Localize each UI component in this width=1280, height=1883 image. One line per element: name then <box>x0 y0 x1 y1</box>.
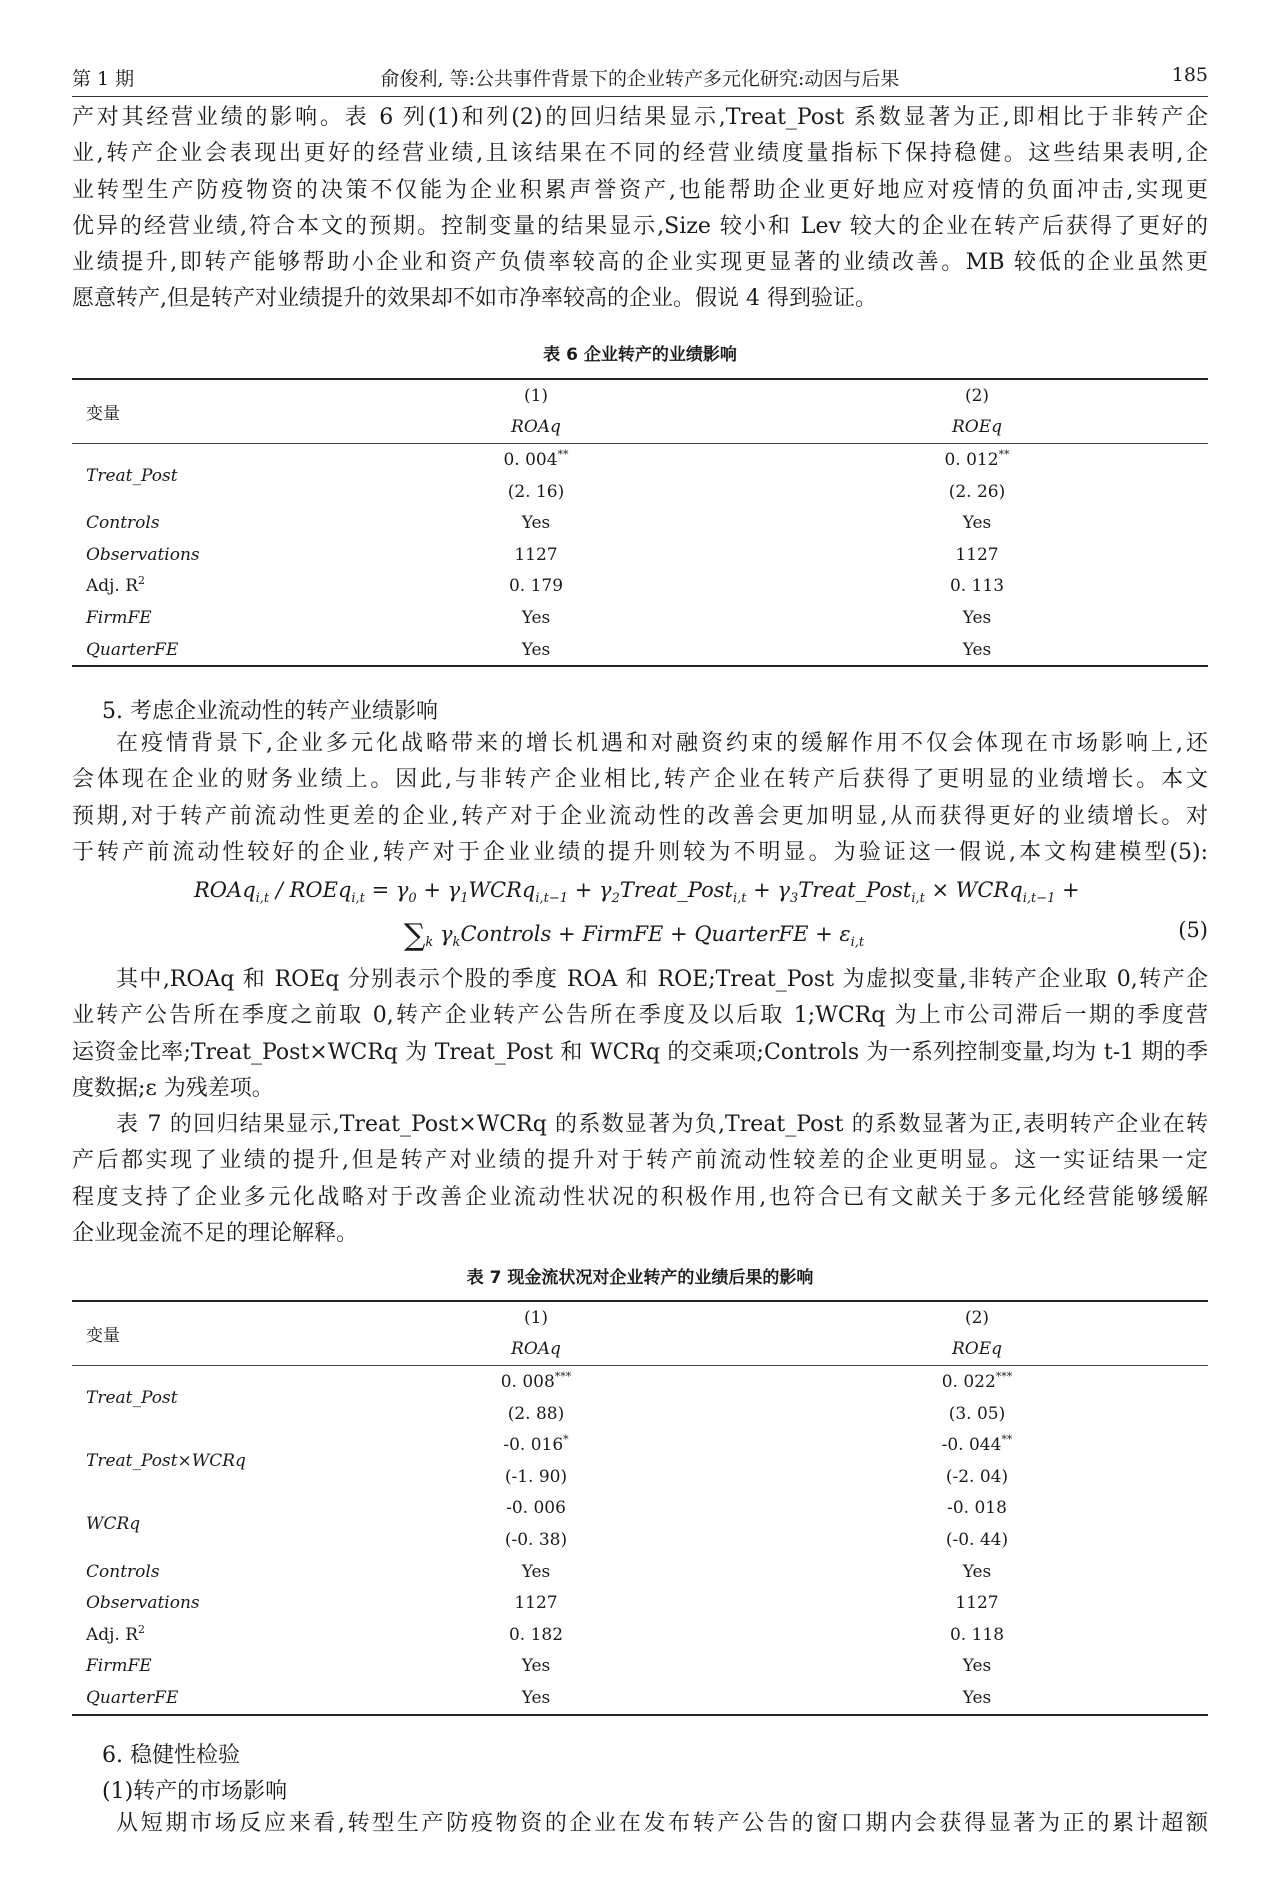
cell: 1127 <box>514 1593 558 1614</box>
text-line: 预期,对于转产前流动性更差的企业,转产对于企业流动性的改善会更加明显,从而获得更好的业绩增长。对 <box>72 803 1208 829</box>
text-line: 于转产前流动性较好的企业,转产对于企业业绩的提升则较为不明显。为验证这一假说,本文构建模型(5): <box>72 839 1208 865</box>
row-label: Treat_Post <box>72 1366 386 1430</box>
text-line: 企业现金流不足的理论解释。 <box>72 1220 359 1246</box>
section6-paragraph <box>72 1806 1208 1842</box>
intro-paragraph <box>72 100 1208 318</box>
cell: Yes <box>962 513 992 534</box>
row-label: FirmFE <box>86 1656 152 1677</box>
equation-line-1: ROAq$_{i,t}$ / ROEq$_{i,t}$ = $\gamma_0$ + $\gamma_1WCRq_{i,t-1}$ + $\gamma_2Treat\_Post_{i,t}$ + $\gamma_3Treat\_Post_{i,t}$ × WCRq$_{i,t-1}$ + <box>194 878 1080 906</box>
row-label: Treat_Post <box>72 444 386 508</box>
equation-line-2: $\sum_k$ $\gamma_kControls$ + FirmFE + QuarterFE + $\varepsilon_{i,t}$ <box>404 918 865 953</box>
results-paragraph <box>72 1107 1208 1252</box>
col1-dependent: ROAq <box>511 417 561 438</box>
text-line: 程度支持了企业多元化战略对于改善企业流动性状况的积极作用,也符合已有文献关于多元化经营能够缓解 <box>72 1184 1208 1210</box>
table6-caption: 表 6 企业转产的业绩影响 <box>543 345 737 365</box>
cell: 0. 113 <box>949 576 1005 597</box>
table7-caption: 表 7 现金流状况对企业转产的业绩后果的影响 <box>466 1268 814 1288</box>
cell: (-1. 90) <box>504 1466 568 1487</box>
cell: 0. 182 <box>508 1624 564 1645</box>
text-line: 在疫情背景下,企业多元化战略带来的增长机遇和对融资约束的缓解作用不仅会体现在市场影响上,还 <box>116 731 1208 756</box>
text-line: 运资金比率;Treat_Post×WCRq 为 Treat_Post 和 WCRq 的交乘项;Controls 为一系列控制变量,均为 t-1 期的季 <box>72 1039 1208 1065</box>
subsection-heading: (1)转产的市场影响 <box>102 1779 288 1804</box>
cell: -0. 018 <box>947 1498 1007 1519</box>
cell: (-0. 38) <box>504 1529 568 1550</box>
cell: (-2. 04) <box>945 1466 1009 1487</box>
row-label: Adj. $R^2$ <box>86 1622 146 1645</box>
text-line: 业,转产企业会表现出更好的经营业绩,且该结果在不同的经营业绩度量指标下保持稳健。这些结果表明,企 <box>72 141 1208 167</box>
var-header: 变量 <box>72 379 386 444</box>
cell: Yes <box>386 634 666 667</box>
row-label: Controls <box>86 1561 160 1582</box>
text-line: 度数据;ε 为残差项。 <box>72 1075 274 1101</box>
cell: 0. 012** <box>666 444 1208 476</box>
cell: Yes <box>962 1561 992 1582</box>
cell: 0. 008*** <box>386 1366 666 1398</box>
text-line: 愿意转产,但是转产对业绩提升的效果却不如市净率较高的企业。假说 4 得到验证。 <box>72 286 877 312</box>
row-label: QuarterFE <box>72 1682 386 1715</box>
cell: 0. 004** <box>386 444 666 476</box>
cell: 1127 <box>514 544 558 565</box>
section-heading: 5. 考虑企业流动性的转产业绩影响 <box>102 699 438 724</box>
col2-number: (2) <box>666 379 1208 412</box>
table6 <box>72 378 1208 667</box>
page-number: 185 <box>1171 64 1208 86</box>
row-label: WCRq <box>86 1514 141 1535</box>
cell: Yes <box>521 513 551 534</box>
cell: Yes <box>521 1561 551 1582</box>
cell: -0. 016* <box>503 1433 569 1456</box>
row-label: Treat_Post×WCRq <box>86 1450 246 1471</box>
text-line: 表 7 的回归结果显示,Treat_Post×WCRq 的系数显著为负,Treat_Post 的系数显著为正,表明转产企业在转 <box>116 1112 1208 1137</box>
text-line: 业绩提升,即转产能够帮助小企业和资产负债率较高的企业实现更显著的业绩改善。MB 较低的企业虽然更 <box>72 250 1208 276</box>
cell: (3. 05) <box>948 1403 1006 1424</box>
cell: (2. 26) <box>948 481 1006 502</box>
col1-dependent: ROAq <box>511 1339 561 1360</box>
cell: (2. 16) <box>507 481 565 502</box>
running-header <box>72 60 1208 94</box>
cell: Yes <box>521 607 551 628</box>
col2-number: (2) <box>666 1301 1208 1334</box>
text-line: 优异的经营业绩,符合本文的预期。控制变量的结果显示,Size 较小和 Lev 较大的企业在转产后获得了更好的 <box>72 213 1208 239</box>
cell: 1127 <box>955 1593 999 1614</box>
text-line: 其中,ROAq 和 ROEq 分别表示个股的季度 ROA 和 ROE;Treat_Post 为虚拟变量,非转产企业取 0,转产企 <box>116 967 1208 992</box>
issue-number: 第 1 期 <box>72 68 135 90</box>
variable-explanation <box>72 962 1208 1107</box>
cell: -0. 006 <box>506 1498 566 1519</box>
cell: 0. 022*** <box>666 1366 1208 1398</box>
text-line: 产对其经营业绩的影响。表 6 列(1)和列(2)的回归结果显示,Treat_Post 系数显著为正,即相比于非转产企 <box>72 105 1208 130</box>
cell: -0. 044** <box>941 1433 1013 1456</box>
row-label: QuarterFE <box>72 634 386 667</box>
text-line: 从短期市场反应来看,转型生产防疫物资的企业在发布转产公告的窗口期内会获得显著为正的累计超额 <box>116 1811 1208 1836</box>
cell: 0. 118 <box>949 1624 1005 1645</box>
cell: 1127 <box>955 544 999 565</box>
text-line: 业转型生产防疫物资的决策不仅能为企业积累声誉资产,也能帮助企业更好地应对疫情的负面冲击,实现更 <box>72 177 1208 203</box>
row-label: Observations <box>86 1593 200 1614</box>
section5-paragraph <box>72 726 1208 871</box>
text-line: 产后都实现了业绩的提升,但是转产对业绩的提升对于转产前流动性较差的企业更明显。这一实证结果一定 <box>72 1148 1208 1174</box>
equation-number: (5) <box>1178 918 1208 942</box>
running-title: 俞俊利, 等:公共事件背景下的企业转产多元化研究:动因与后果 <box>380 68 900 90</box>
var-header: 变量 <box>72 1301 386 1366</box>
header-rule <box>72 96 1208 97</box>
row-label: Observations <box>86 544 200 565</box>
row-label: Adj. $R^2$ <box>86 574 146 597</box>
col2-dependent: ROEq <box>951 1339 1003 1360</box>
cell: (2. 88) <box>507 1403 565 1424</box>
row-label: FirmFE <box>86 607 152 628</box>
cell: Yes <box>521 1656 551 1677</box>
cell: Yes <box>666 1682 1208 1715</box>
col1-number: (1) <box>386 379 666 412</box>
cell: Yes <box>666 634 1208 667</box>
table7 <box>72 1300 1208 1716</box>
col2-dependent: ROEq <box>951 417 1003 438</box>
cell: Yes <box>386 1682 666 1715</box>
text-line: 业转产公告所在季度之前取 0,转产企业转产公告所在季度及以后取 1;WCRq 为上市公司滞后一期的季度营 <box>72 1003 1208 1029</box>
cell: Yes <box>962 1656 992 1677</box>
text-line: 会体现在企业的财务业绩上。因此,与非转产企业相比,转产企业在转产后获得了更明显的业绩增长。本文 <box>72 767 1208 793</box>
cell: (-0. 44) <box>945 1529 1009 1550</box>
cell: 0. 179 <box>508 576 564 597</box>
cell: Yes <box>962 607 992 628</box>
section-heading: 6. 稳健性检验 <box>102 1743 240 1768</box>
row-label: Controls <box>86 513 160 534</box>
col1-number: (1) <box>386 1301 666 1334</box>
